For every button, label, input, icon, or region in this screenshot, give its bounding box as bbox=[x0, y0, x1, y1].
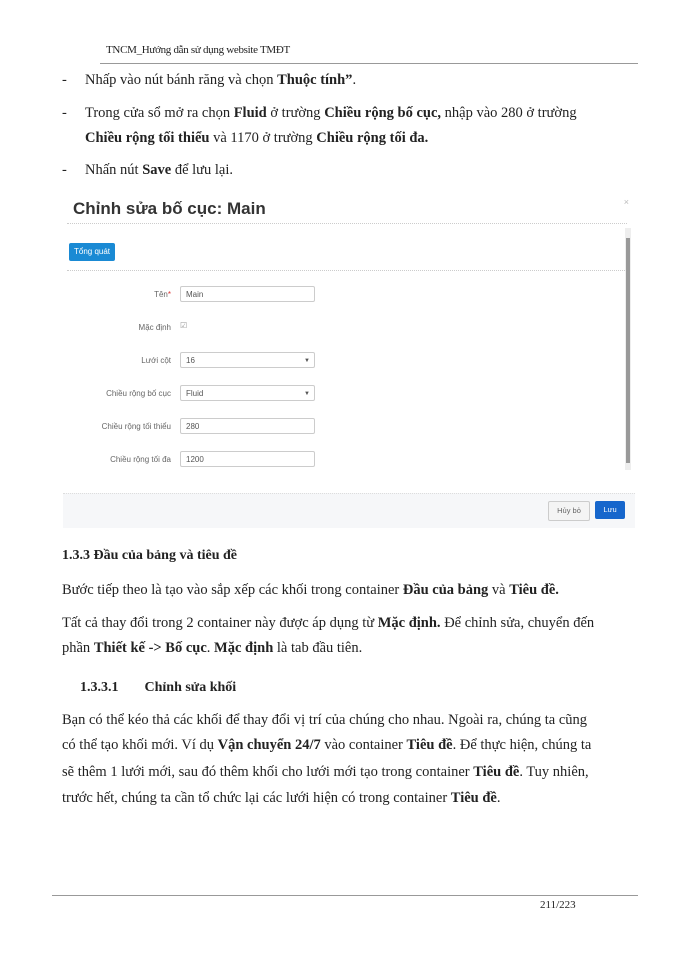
bold-text: Tiêu đề. bbox=[509, 582, 559, 598]
max-width-label: Chiều rộng tối đa bbox=[110, 455, 171, 464]
paragraph-2 bbox=[62, 615, 594, 632]
tab-general[interactable]: Tổng quát bbox=[69, 243, 115, 261]
layout-width-label: Chiều rộng bố cục bbox=[106, 389, 171, 398]
bullet-2 bbox=[85, 105, 577, 122]
text: . bbox=[352, 72, 357, 88]
text: . Để thực hiện, chúng ta bbox=[452, 737, 592, 753]
bold-text: Tiêu đề bbox=[450, 790, 497, 806]
text: để lưu lại. bbox=[171, 162, 234, 178]
bullet-2-cont bbox=[85, 130, 428, 147]
chevron-down-icon: ▼ bbox=[304, 358, 310, 364]
bold-text: Vận chuyển 24/7 bbox=[217, 737, 321, 753]
text: trước hết, chúng ta cần tổ chức lại các lưới hiện có trong container bbox=[62, 790, 451, 806]
save-button[interactable]: Lưu bbox=[595, 501, 625, 519]
bullet-dash: - bbox=[62, 72, 67, 88]
text: ở trường bbox=[266, 105, 325, 121]
paragraph-2-cont bbox=[62, 640, 362, 657]
subsection-title: Chỉnh sửa khối bbox=[144, 680, 237, 695]
paragraph-3-line-1: Bạn có thể kéo thả các khối để thay đổi vị trí của chúng cho nhau. Ngoài ra, chúng ta cũng bbox=[62, 712, 588, 728]
min-width-input[interactable]: 280 bbox=[180, 418, 315, 434]
bold-text: Save bbox=[142, 162, 172, 178]
required-marker: * bbox=[167, 290, 171, 299]
text: và bbox=[488, 582, 510, 598]
bold-text: Mặc định. bbox=[377, 615, 441, 631]
paragraph-3-line-3 bbox=[62, 764, 589, 781]
text: Nhấn nút bbox=[85, 162, 143, 178]
chevron-down-icon: ▼ bbox=[304, 391, 310, 397]
bullet-dash: - bbox=[62, 162, 67, 178]
subsection-number: 1.3.3.1 bbox=[80, 680, 119, 695]
text: vào container bbox=[320, 737, 407, 753]
divider bbox=[67, 270, 627, 271]
bold-text: Chiều rộng tối đa. bbox=[316, 130, 429, 146]
selected-value: Fluid bbox=[186, 389, 204, 398]
divider bbox=[67, 223, 627, 224]
text: Trong cửa sổ mở ra chọn bbox=[85, 105, 234, 121]
text: và 1170 ở trường bbox=[209, 130, 317, 146]
cancel-button[interactable]: Hủy bỏ bbox=[548, 501, 590, 521]
bold-text: Thiết kế -> Bố cục bbox=[93, 640, 207, 656]
text: . bbox=[206, 640, 215, 656]
subsection-heading bbox=[80, 680, 236, 696]
paragraph-3-line-2 bbox=[62, 737, 591, 754]
text: . Tuy nhiên, bbox=[519, 764, 589, 780]
layout-dialog-screenshot bbox=[63, 193, 635, 527]
bold-text: Chiều rộng tối thiểu bbox=[85, 130, 210, 146]
label-text: Tên bbox=[154, 290, 168, 299]
text: Nhấp vào nút bánh răng và chọn bbox=[85, 72, 278, 88]
name-label bbox=[63, 290, 171, 299]
bullet-dash: - bbox=[62, 105, 67, 121]
bullet-1 bbox=[85, 72, 356, 89]
text: có thể tạo khối mới. Ví dụ bbox=[62, 737, 218, 753]
name-input[interactable]: Main bbox=[180, 286, 315, 302]
selected-value: 16 bbox=[186, 356, 195, 365]
max-width-input[interactable]: 1200 bbox=[180, 451, 315, 467]
bullet-3 bbox=[85, 162, 233, 179]
header-rule bbox=[100, 63, 638, 64]
grid-label: Lưới cột bbox=[141, 356, 171, 365]
page-number: 211/223 bbox=[540, 899, 576, 911]
dialog-title: Chỉnh sửa bố cục: Main bbox=[73, 199, 266, 218]
layout-width-select[interactable] bbox=[180, 385, 315, 401]
scrollbar[interactable] bbox=[625, 228, 631, 470]
text: Để chỉnh sửa, chuyển đến bbox=[440, 615, 595, 631]
bold-text: Mặc định bbox=[214, 640, 274, 656]
grid-select[interactable] bbox=[180, 352, 315, 368]
bold-text: Đầu của bảng bbox=[402, 582, 489, 598]
text: sẽ thêm 1 lưới mới, sau đó thêm khối cho lưới mới tạo trong container bbox=[62, 764, 474, 780]
bold-text: Chiều rộng bố cục, bbox=[324, 105, 442, 121]
close-icon[interactable]: × bbox=[623, 197, 629, 207]
running-header: TNCM_Hướng dẫn sử dụng website TMĐT bbox=[106, 44, 290, 56]
section-heading: 1.3.3 Đầu của bảng và tiêu đề bbox=[62, 548, 238, 563]
default-label: Mặc định bbox=[138, 323, 171, 332]
text: Tất cả thay đổi trong 2 container này được áp dụng từ bbox=[62, 615, 378, 631]
text: phần bbox=[62, 640, 94, 656]
bold-text: Tiêu đề bbox=[473, 764, 520, 780]
bold-text: Fluid bbox=[233, 105, 267, 121]
min-width-label: Chiều rộng tối thiểu bbox=[101, 422, 171, 431]
text: . bbox=[496, 790, 501, 806]
bold-text: Tiêu đề bbox=[406, 737, 453, 753]
text: là tab đầu tiên. bbox=[273, 640, 363, 656]
default-checkbox[interactable]: ☑ bbox=[180, 321, 188, 330]
text: nhập vào 280 ở trường bbox=[441, 105, 577, 121]
text: Bước tiếp theo là tạo vào sắp xếp các khối trong container bbox=[62, 582, 403, 598]
footer-rule bbox=[52, 895, 638, 896]
scrollbar-thumb[interactable] bbox=[626, 238, 630, 463]
paragraph-1 bbox=[62, 582, 559, 599]
paragraph-3-line-4 bbox=[62, 790, 500, 807]
bold-text: Thuộc tính” bbox=[277, 72, 353, 88]
